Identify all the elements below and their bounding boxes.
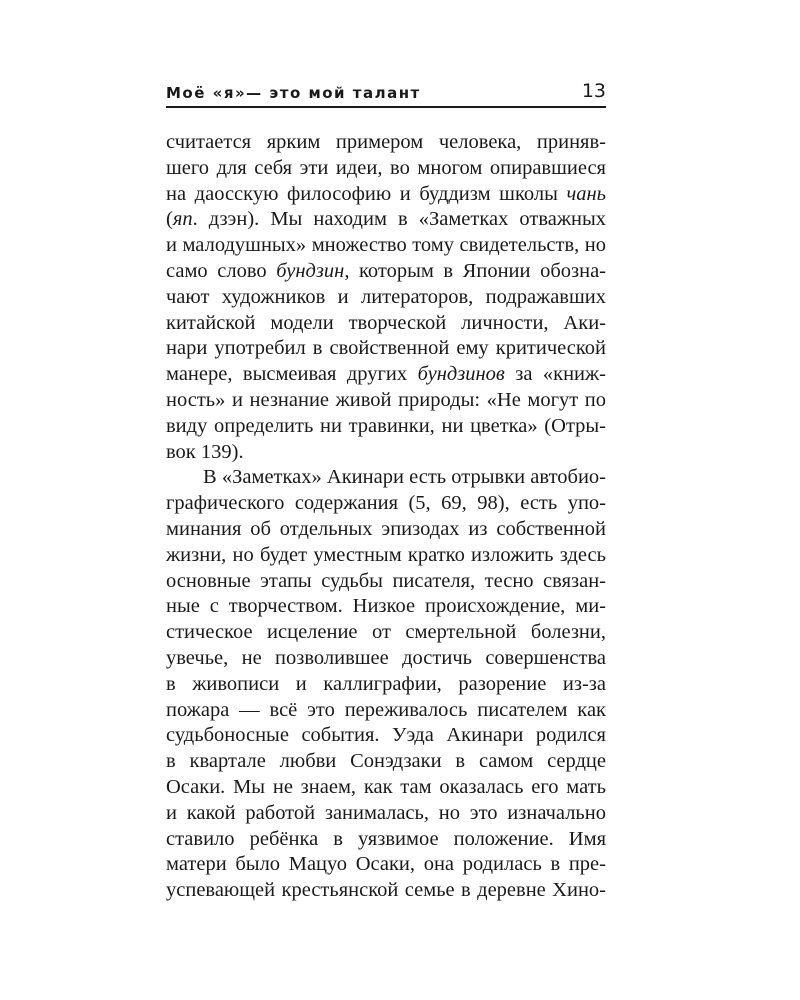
text-line: нари употребил в свойственной ему критической bbox=[166, 337, 606, 360]
running-header bbox=[166, 80, 606, 108]
text-line: само слово бундзин, которым в Японии обозна- bbox=[166, 259, 606, 282]
text-line: матери было Мацуо Осаки, она родилась в пре- bbox=[166, 853, 606, 876]
text-line: чают художников и литераторов, подражавших bbox=[166, 285, 606, 308]
text-line: ные с творчеством. Низкое происхождение, ми- bbox=[166, 595, 606, 618]
text-line: и малодушных» множество тому свидетельств, но bbox=[166, 234, 606, 257]
text-line: в живописи и каллиграфии, разорение из-за bbox=[166, 672, 606, 695]
text-line: манере, высмеивая других бундзинов за «книж- bbox=[166, 363, 606, 386]
text-line: вок 139). bbox=[166, 440, 244, 463]
text-line: основные этапы судьбы писателя, тесно связан- bbox=[166, 569, 606, 592]
text-line: графического содержания (5, 69, 98), есть упо- bbox=[166, 492, 606, 515]
text-line: в квартале любви Сонэдзаки в самом сердце bbox=[166, 750, 606, 773]
text-line: (яп. дзэн). Мы находим в «Заметках отважных bbox=[166, 208, 606, 231]
text-line: пожара — всё это переживалось писателем как bbox=[166, 698, 606, 721]
text-line: виду определить ни травинки, ни цветка» (Отры- bbox=[166, 414, 606, 437]
text-line: китайской модели творческой личности, Аки- bbox=[166, 311, 606, 334]
text-line: увечье, не позволившее достичь совершенства bbox=[166, 646, 606, 669]
text-line: успевающей крестьянской семье в деревне Хино- bbox=[166, 879, 606, 902]
running-header-title: Моё «я»— это мой талант bbox=[166, 84, 421, 102]
text-line: Осаки. Мы не знаем, как там оказалась его мать bbox=[166, 775, 606, 798]
text-line: минания об отдельных эпизодах из собственной bbox=[166, 517, 606, 540]
text-line: ность» и незнание живой природы: «Не могут по bbox=[166, 388, 606, 411]
text-line: и какой работой занималась, но это изначально bbox=[166, 801, 606, 824]
text-line: В «Заметках» Акинари есть отрывки автобио- bbox=[203, 466, 606, 489]
text-line: стическое исцеление от смертельной болезни, bbox=[166, 621, 606, 644]
text-line: жизни, но будет уместным кратко изложить здесь bbox=[166, 543, 606, 566]
page-number: 13 bbox=[581, 80, 606, 102]
body-text bbox=[166, 130, 606, 904]
text-line: шего для себя эти идеи, во многом опиравшиеся bbox=[166, 156, 606, 179]
text-line: судьбоносные события. Уэда Акинари родился bbox=[166, 724, 606, 747]
text-line: на даосскую философию и буддизм школы чань bbox=[166, 182, 606, 205]
text-line: ставило ребёнка в уязвимое положение. Имя bbox=[166, 827, 606, 850]
text-line: считается ярким примером человека, приняв- bbox=[166, 131, 606, 153]
